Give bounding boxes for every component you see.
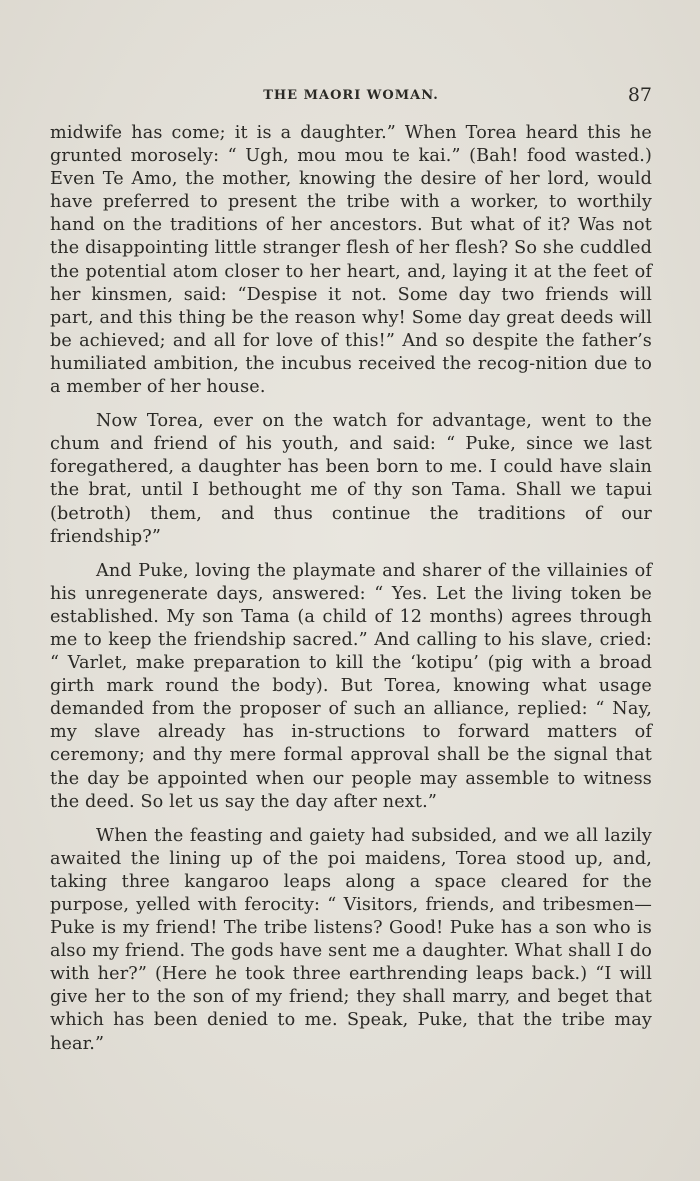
paragraph-continued: midwife has come; it is a daughter.” When Torea heard this he grunted morosely: “ Ugh, mou mou te kai.” (Bah! food wasted.) Even Te Amo, the mother, knowing the desire of her lord, would have preferred to present the tribe with a worker, to worthily hand on the traditions of her ancestors. But what of it? Was not the disappointing little stranger flesh of her flesh? So she cuddled the potential atom closer to her heart, and, laying it at the feet of her kinsmen, said: “Despise it not. Some day two friends will part, and this thing be the reason why! Some day great deeds will be achieved; and all for love of this!” And so despite the father’s humiliated ambition, the incubus received the recog-nition due to a member of her house. — [50, 123, 652, 398]
page-header — [50, 84, 652, 110]
running-head: THE MAORI WOMAN. — [263, 88, 439, 103]
page-number: 87 — [627, 84, 652, 106]
paragraph: Now Torea, ever on the watch for advantage, went to the chum and friend of his youth, and said: “ Puke, since we last foregathered, a daughter has been born to me. I could have slain the brat, until I bethought me of thy son Tama. Shall we tapui (betroth) them, and thus continue the traditions of our friendship?” — [50, 411, 652, 547]
body-text — [50, 122, 652, 1067]
paragraph: When the feasting and gaiety had subsided, and we all lazily awaited the lining up of the poi maidens, Torea stood up, and, taking three kangaroo leaps along a space cleared for the purpose, yelled with ferocity: “ Visitors, friends, and tribesmen—Puke is my friend! The tribe listens? Good! Puke has a son who is also my friend. The gods have sent me a daughter. What shall I do with her?” (Here he took three earthrending leaps back.) “I will give her to the son of my friend; they shall marry, and beget that which has been denied to me. Speak, Puke, that the tribe may hear.” — [50, 825, 652, 1054]
paragraph: And Puke, loving the playmate and sharer of the villainies of his unregenerate days, answered: “ Yes. Let the living token be established. My son Tama (a child of 12 months) agrees through me to keep the friendship sacred.” And calling to his slave, cried: “ Varlet, make preparation to kill the ‘kotipu’ (pig with a broad girth mark round the body). But Torea, knowing what usage demanded from the proposer of such an alliance, replied: “ Nay, my slave already has in-structions to forward matters of ceremony; and thy mere formal approval shall be the signal that the day be appointed when our people may assemble to witness the deed. So let us say the day after next.” — [50, 560, 652, 812]
